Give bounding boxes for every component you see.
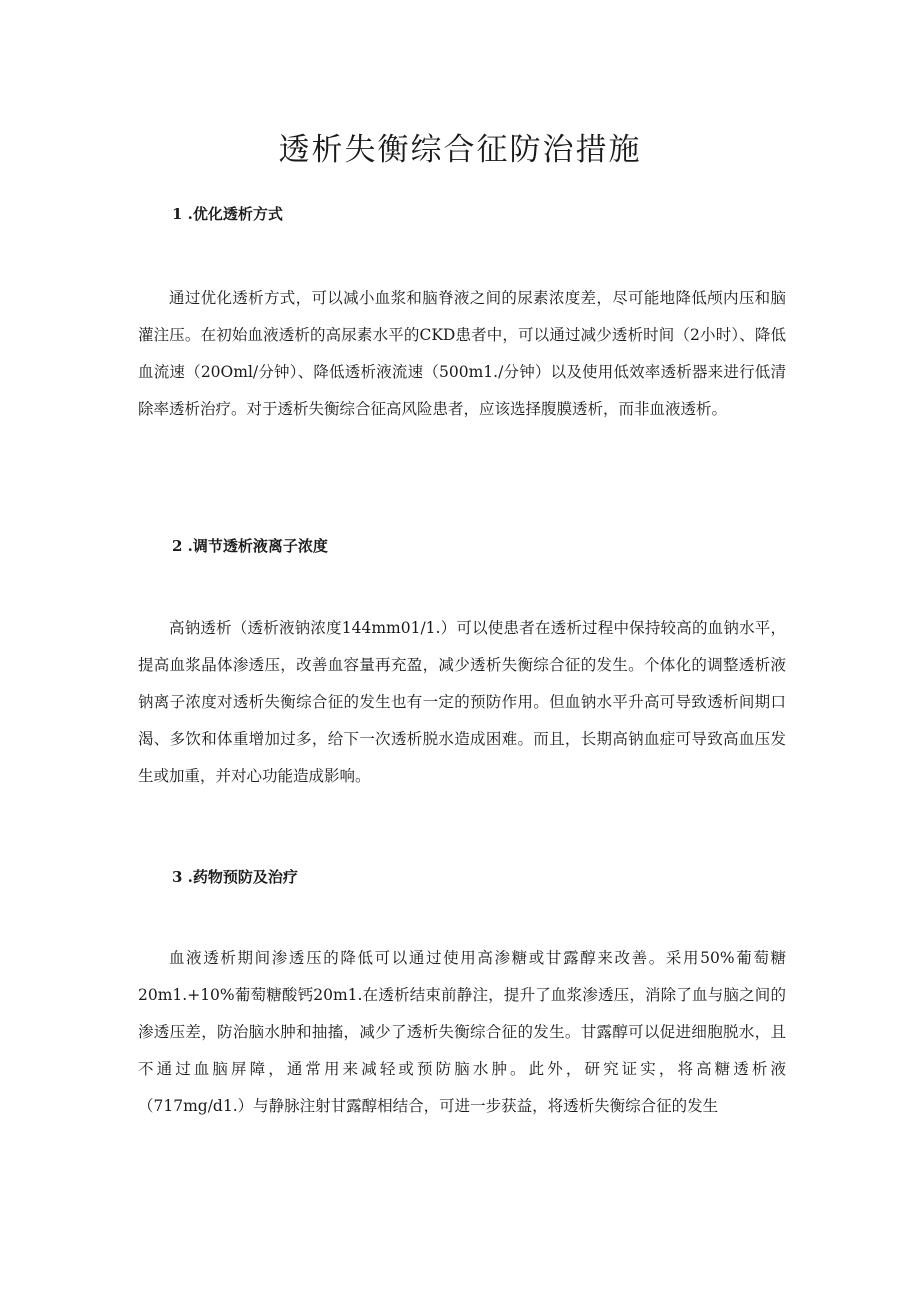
section-heading-3: 3 .药物预防及治疗 bbox=[172, 868, 298, 886]
section-paragraph-2: 高钠透析（透析液钠浓度144mm01/1.）可以使患者在透析过程中保持较高的血钠水平，提高血浆晶体渗透压，改善血容量再充盈，减少透析失衡综合征的发生。个体化的调整透析液钠离子浓度对透析失衡综合征的发生也有一定的预防作用。但血钠水平升高可导致透析间期口渴、多饮和体重增加过多，给下一次透析脱水造成困难。而且，长期高钠血症可导致高血压发生或加重，并对心功能造成影响。 bbox=[138, 619, 786, 785]
section-heading-1: 1 .优化透析方式 bbox=[172, 205, 283, 223]
section-heading-2: 2 .调节透析液离子浓度 bbox=[172, 537, 328, 555]
section-paragraph-3: 血液透析期间渗透压的降低可以通过使用高渗糖或甘露醇来改善。采用50%葡萄糖20m1.+10%葡萄糖酸钙20m1.在透析结束前静注，提升了血浆渗透压，消除了血与脑之间的渗透压差，防治脑水肿和抽搐，减少了透析失衡综合征的发生。甘露醇可以促进细胞脱水，且不通过血脑屏障，通常用来减轻或预防脑水肿。此外，研究证实，将高糖透析液（717mg/d1.）与静脉注射甘露醇相结合，可进一步获益，将透析失衡综合征的发生 bbox=[138, 949, 786, 1115]
section-paragraph-1: 通过优化透析方式，可以减小血浆和脑脊液之间的尿素浓度差，尽可能地降低颅内压和脑灌注压。在初始血液透析的高尿素水平的CKD患者中，可以通过减少透析时间（2小时）、降低血流速（20Oml/分钟）、降低透析液流速（500m1./分钟）以及使用低效率透析器来进行低清除率透析治疗。对于透析失衡综合征高风险患者，应该选择腹膜透析，而非血液透析。 bbox=[138, 289, 786, 418]
document-title: 透析失衡综合征防治措施 bbox=[278, 132, 642, 168]
